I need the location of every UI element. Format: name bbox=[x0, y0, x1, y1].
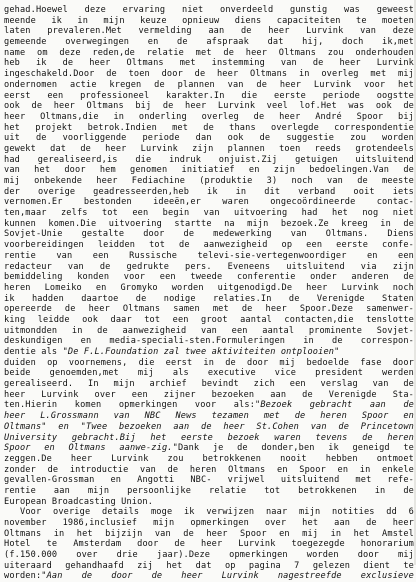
text-line: mij onbekende heer Fediachine (produktie 3) noch van de meeste bbox=[4, 176, 414, 186]
text-line: uit de voorliggende periode dan ook de suggestie zou worden bbox=[4, 133, 414, 144]
text-line: uiteraard gehandhaafd zij het dat op pagina 7 gelezen dient te bbox=[4, 560, 414, 571]
text-line: het projekt betrok.Indien met de thans overlegde correspondentie bbox=[4, 122, 414, 133]
text-line: beide genoemden,met mij als executive vice president werden bbox=[4, 368, 414, 379]
text-line: meende ik in mijn keuze opnieuw diens capaciteiten te moeten bbox=[4, 15, 414, 26]
text-line: bemiddeling konden voor een tweede conferentie onder anderen de bbox=[4, 272, 414, 283]
text-line: november 1986,inclusief mijn opmerkingen over het aan de heer bbox=[4, 518, 414, 528]
text-line: ten,maar zelfs tot een begin van uitvoering had het nog niet bbox=[4, 208, 414, 219]
text-line: vernomen.Er bestonden ideeën,er waren ongecoördineerde contac- bbox=[4, 197, 414, 208]
text-segment: dentie als bbox=[4, 347, 63, 357]
text-line: ik hadden daartoe de nodige relaties.In de Verenigde Staten bbox=[4, 293, 414, 304]
text-line bbox=[4, 400, 414, 411]
text-line: Hotel te Amsterdam door de heer Lurvink toegezegde honorarium bbox=[4, 539, 414, 550]
quote-line: Oltmans" en "Twee bezoeken aan de heer St.Cohen van de Princetown bbox=[4, 421, 414, 432]
quote-line: heer L.Grossmann van NBC News tezamen met de heren Spoor en bbox=[4, 411, 414, 422]
text-line: der overige geadresseerden,heb ik in dit verband ooit iets bbox=[4, 186, 414, 197]
text-segment: worden: bbox=[4, 571, 42, 582]
text-line bbox=[4, 443, 414, 454]
text-line: laten prevaleren.Met vermelding aan de heer Lurvink van deze bbox=[4, 26, 414, 37]
document-page bbox=[4, 5, 414, 582]
quote-line: Spoor en Oltmans aanwe-zig." bbox=[4, 443, 178, 454]
text-line: (f.150.000 over drie jaar).Deze opmerkingen worden door mij bbox=[4, 550, 414, 561]
text-line: heer Lurvink over een zijner bezoeken aan de Verenigde Sta- bbox=[4, 389, 414, 400]
text-line: European Broadcasting Union. bbox=[4, 496, 154, 507]
text-line: ingeschakeld.Door de toen door de heer Oltmans in overleg met mij bbox=[4, 69, 414, 80]
text-line: gerealiseerd. In mijn archief bevindt zich een verslag van de bbox=[4, 379, 414, 390]
text-line: heb ik de heer Oltmans met instemming van de heer Lurvink bbox=[4, 58, 414, 69]
text-line: voorbereidingen leidden tot de aanwezigheid op een eerste confe- bbox=[4, 240, 414, 251]
text-line: heer Oltmans,die in onderling overleg de heer André Spoor bij bbox=[4, 111, 414, 122]
quote-exclusive: "Aan de door de heer Lurvink nagestreefde exclusieve bbox=[41, 571, 414, 582]
text-segment: Dank je de donder,ben ik geneigd te bbox=[177, 443, 414, 454]
text-line: kunnen komen.Die uitvoering startte na mijn bezoek.Ze kreeg in de bbox=[4, 218, 414, 229]
quote-line: University gebracht.Bij het eerste bezoek waren tevens de heren bbox=[4, 432, 414, 443]
text-line: gewekt dat de heer Lurvink zijn plannen toen reeds grotendeels bbox=[4, 143, 414, 154]
text-line: opereerde de heer Oltmans samen met de heer Spoor.Deze samenwer- bbox=[4, 304, 414, 315]
text-line: van het door hem genomen initiatief en zijn bedoelingen.Van de bbox=[4, 165, 414, 176]
text-line: Sovjet-Unie gestalte door de medewerking van Oltmans. Diens bbox=[4, 229, 414, 240]
text-line: ook de heer Oltmans bij de heer Lurvink veel lof.Het was ook de bbox=[4, 101, 414, 112]
quote-report: "Bezoek gebracht aan de bbox=[255, 400, 414, 411]
text-line: had gerealiseerd,is die indruk onjuist.Zij getuigen uitsluitend bbox=[4, 154, 414, 165]
text-line: Oltmans in het bijzijn van de heer Spoor en mij in het Amstel bbox=[4, 528, 414, 539]
text-line bbox=[4, 571, 414, 582]
text-line: uitmondden in de aanwezigheid van een aantal prominente Sovjet- bbox=[4, 325, 414, 336]
text-line bbox=[4, 347, 414, 358]
text-line: gehad.Hoewel deze ervaring niet onverdeeld gunstig was geweest bbox=[4, 5, 414, 15]
text-line: ondernomen actie kregen de plannen van de heer Lurvink voor het bbox=[4, 79, 414, 90]
text-line: gemeende overwegingen en de afspraak dat hij, doch ik,met bbox=[4, 37, 414, 48]
text-line: gevallen-Grossman en Angotti NBC- vrijwel uitsluitend met refe- bbox=[4, 475, 414, 486]
text-line: king leidde ook daar tot een groot aantal contacten,die tenslotte bbox=[4, 314, 414, 325]
text-line: eerst een professioneel karakter.In die eerste periode oogstte bbox=[4, 90, 414, 101]
text-line: zonder de introductie van de heren Oltmans en Spoor en in enkele bbox=[4, 464, 414, 475]
text-segment: ten.Hierin komen opmerkingen voor als: bbox=[4, 400, 256, 411]
text-line: rentie van een Russische televi-sie-vertegenwoordiger en een bbox=[4, 250, 414, 261]
quote-foundation: "De F.L.Foundation zal twee aktiviteiten ontplooien" bbox=[62, 347, 340, 357]
text-line: Voor overige details moge ik verwijzen naar mijn notities dd 6 bbox=[20, 507, 414, 518]
text-line: duiden op voornemens, die eerst in de door mij bedoelde fase door bbox=[4, 357, 414, 368]
text-line: name om deze reden,de relatie met de heer Oltmans zou onderhouden bbox=[4, 47, 414, 58]
text-line: deskundigen en media-speciali-sten.Formuleringen in de correspon- bbox=[4, 336, 414, 347]
text-line: redacteur van de gedrukte pers. Eveneens uitsluitend via zijn bbox=[4, 261, 414, 272]
text-line: heren Lomeiko en Gromyko worden uitgenodigd.De heer Lurvink noch bbox=[4, 282, 414, 293]
text-line: zeggen.De heer Lurvink zou betrokkenen nooit hebben ontmoet bbox=[4, 453, 414, 464]
text-line: rentie aan mijn persoonlijke relatie tot betrokkenen in de bbox=[4, 485, 414, 496]
